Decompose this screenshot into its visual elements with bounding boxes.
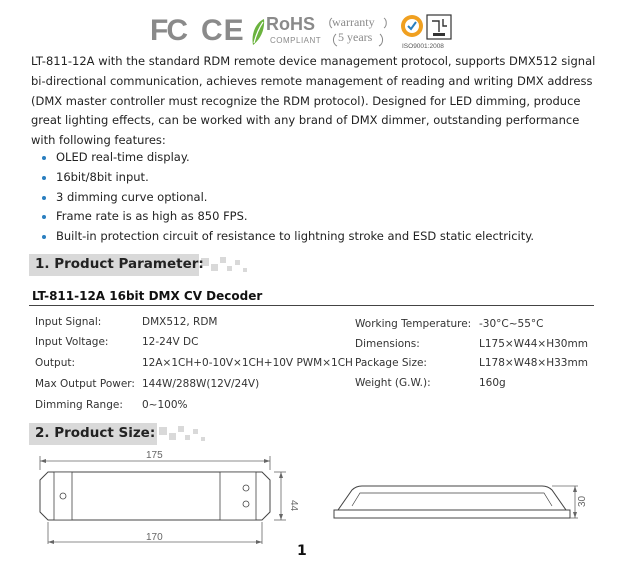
spec-label: Package Size: xyxy=(355,357,427,369)
warranty-text: warranty xyxy=(332,15,375,29)
width-label: 44 xyxy=(288,500,299,512)
spec-value: 12A×1CH+0-10V×1CH+10V PWM×1CH xyxy=(142,357,353,369)
ce-logo: CE xyxy=(201,14,245,47)
feature-item: 16bit/8bit input. xyxy=(42,168,534,188)
length-inner-label: 170 xyxy=(146,532,163,543)
page-number: 1 xyxy=(297,543,307,559)
iso-text: ISO9001:2008 xyxy=(402,43,444,50)
feature-item: Frame rate is as high as 850 FPS. xyxy=(42,207,534,227)
product-title: LT-811-12A 16bit DMX CV Decoder xyxy=(32,289,263,303)
spec-value: 0~100% xyxy=(142,399,188,411)
spec-label: Working Temperature: xyxy=(355,318,472,330)
spec-value: -30°C~55°C xyxy=(479,318,544,330)
rohs-logo xyxy=(250,15,320,49)
spec-value: 12-24V DC xyxy=(142,336,199,348)
rohs-leaf-icon xyxy=(250,17,266,47)
intro-paragraph: LT-811-12A with the standard RDM remote device management protocol, supports DMX512 signal bi-directional communication, achieves remote management of reading and writing DMX address (DMX master controller must recognize the RDM protocol). Designed for LED dimming, produce great lighting effects, can be worked with any brand of DMX dimmer, outstanding performance with following features: xyxy=(31,54,596,148)
rohs-compliant-text: COMPLIANT xyxy=(270,36,322,45)
spec-label: Input Signal: xyxy=(35,316,102,328)
feature-item: 3 dimming curve optional. xyxy=(42,188,534,208)
divider xyxy=(29,305,594,306)
spec-label: Max Output Power: xyxy=(35,378,135,390)
rohs-text: RoHS xyxy=(266,14,315,34)
spec-value: L175×W44×H30mm xyxy=(479,338,588,350)
fc-logo: FC xyxy=(150,14,186,47)
spec-value: 160g xyxy=(479,377,506,389)
feature-item: OLED real-time display. xyxy=(42,148,534,168)
section-title: 1. Product Parameter: xyxy=(35,256,204,272)
spec-value: DMX512, RDM xyxy=(142,316,218,328)
iso-seal-icon xyxy=(399,12,459,44)
spec-label: Dimensions: xyxy=(355,338,420,350)
feature-list xyxy=(42,148,534,247)
spec-value: L178×W48×H33mm xyxy=(479,357,588,369)
length-outer-label: 175 xyxy=(146,450,163,461)
warranty-years-text: 5 years xyxy=(338,30,373,44)
feature-item: Built-in protection circuit of resistance to lightning stroke and ESD static electricity. xyxy=(42,227,534,247)
spec-label: Output: xyxy=(35,357,76,369)
iso-certification xyxy=(399,12,459,52)
section-title: 2. Product Size: xyxy=(35,425,156,441)
side-view-drawing xyxy=(330,478,590,528)
section-header-parameters xyxy=(29,254,259,276)
spec-value: 144W/288W(12V/24V) xyxy=(142,378,260,390)
warranty-badge xyxy=(328,14,388,48)
height-label: 30 xyxy=(577,495,588,507)
spec-label: Dimming Range: xyxy=(35,399,123,411)
spec-label: Weight (G.W.): xyxy=(355,377,431,389)
section-header-size xyxy=(29,423,229,445)
top-view-drawing xyxy=(34,448,304,548)
spec-label: Input Voltage: xyxy=(35,336,109,348)
